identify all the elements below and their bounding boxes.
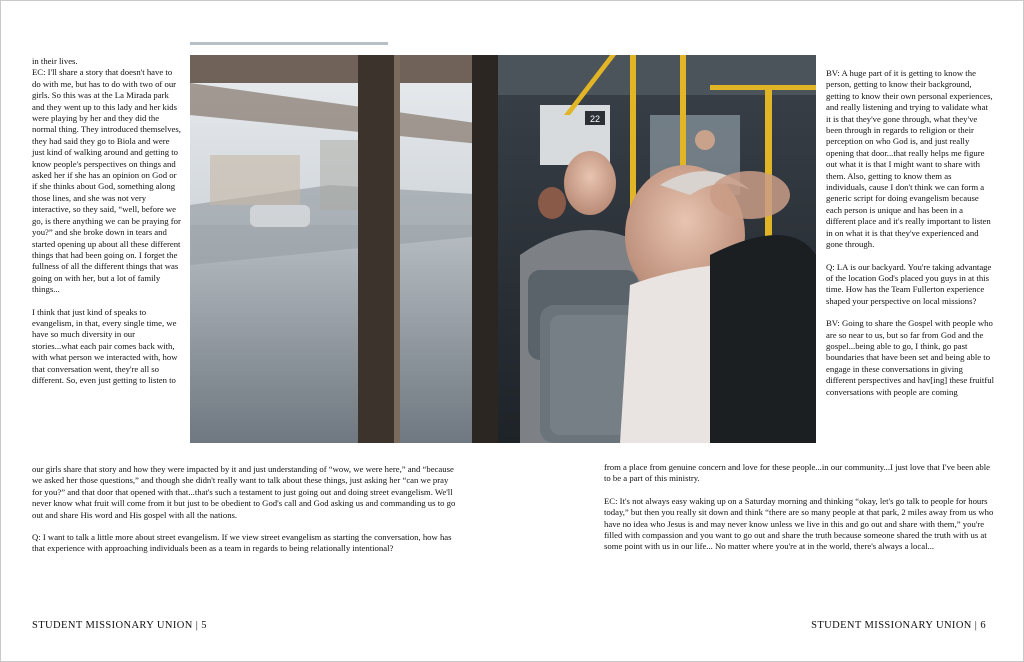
decorative-top-bar — [190, 42, 388, 45]
left-wide-paragraph-1: our girls share that story and how they were impacted by it and just understanding of “wow, we were here,” and “because we asked her those questions,” and though she didn't really want to talk about these things, just asking her “can we pray for you?” and that door that opened with that...that's such a testament to just going out and doing street evangelism. We'll never know what fruit will come from it but just to be obedient to God's call and God asking us and commanding us to go out and share His word and His gospel with all the nations. — [32, 464, 456, 520]
left-column-text — [32, 56, 182, 386]
bus-interior-photo — [190, 55, 816, 443]
footer-left-page-number: STUDENT MISSIONARY UNION | 5 — [32, 620, 207, 631]
right-wide-text — [604, 462, 996, 553]
right-wide-paragraph-1: from a place from genuine concern and love for these people...in our community...I just love that I've been able to be a part of this ministry. — [604, 462, 991, 484]
right-paragraph-3: BV: Going to share the Gospel with people who are so near to us, but so far from God and the gospel...being able to go, I think, go past boundaries that have been set and being able to engage in these conversations in giving different perspectives and hav[ing] these fruitful conversations with people are coming — [826, 318, 994, 397]
right-column-text — [826, 68, 994, 398]
left-paragraph-1: in their lives. EC: I'll share a story that doesn't have to do with me, but has to do with two of our girls. So this was at the La Mirada park and they went up to this lady and her kids were playing by her and they did the normal thing. They introduced themselves, they had said they go to Biola and were just kind of walking around and getting to know people's perspectives on things and asked her if she has an opinion on God or if she thinks about God, something along those lines, and she was not very interactive, so they said, “well, before we go, is there anything we can be praying for you?” and she broke down in tears and started opening up about all these different things that had been going on. I forget the fullness of all the different things that was going on with her, but a lot of family things... — [32, 56, 181, 295]
right-paragraph-1: BV: A huge part of it is getting to know the person, getting to know their background, getting to know their own personal experiences, and really listening and trying to validate what it is that they've gone through, what they've been through in regards to religion or their perception on who God is, and just really opening that door...that really helps me figure out what it is that I might want to share with them. Also, getting to know them as individuals, cause I don't think we can form a generic script for doing evangelism because each person is unique and has been in a different place and it's really important to listen in on what it is that they've experienced and gone through. — [826, 68, 993, 250]
right-wide-paragraph-2: EC: It's not always easy waking up on a Saturday morning and thinking “okay, let's go talk to people for hours today,” but then you really sit down and think “there are so many people at that park, 2 miles away from us who have no idea who Jesus is and may never know unless we live in this and go out and share with them,” you're filled with compassion and you want to go out and share the truth because someone shared the truth with us at some point with us in our life... No matter where you're at in the world, there's always a local... — [604, 495, 994, 552]
right-paragraph-2: Q: LA is our backyard. You're taking advantage of the location God's placed you guys in at this time. How has the Team Fullerton experience shaped your perspective on local missions? — [826, 261, 992, 306]
bus-sign-number: 22 — [589, 114, 601, 124]
left-wide-text — [32, 464, 457, 555]
left-wide-paragraph-2: Q: I want to talk a little more about street evangelism. If we view street evangelism as starting the conversation, how has that experience with approaching individuals been as a team in regards to being relationally intentional? — [32, 532, 452, 554]
footer-right-page-number: STUDENT MISSIONARY UNION | 6 — [811, 620, 986, 631]
left-paragraph-2: I think that just kind of speaks to evangelism, in that, every single time, we have so much diversity in our stories...what each pair comes back with, with what person we interacted with, how that conversation went, they're all so different. So, even just getting to listen to — [32, 306, 178, 385]
